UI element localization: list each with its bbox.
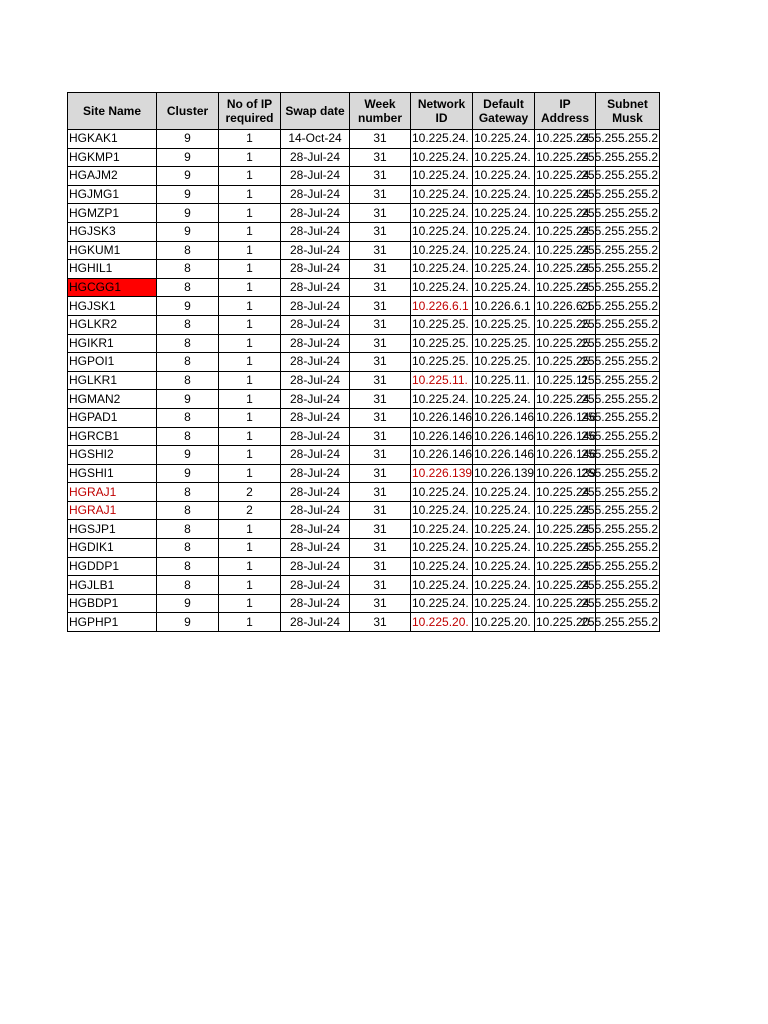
header-subnet-mask[interactable]: Subnet Musk bbox=[596, 93, 660, 130]
cell-default-gateway[interactable]: 10.226.139 bbox=[473, 464, 535, 483]
cell-subnet-mask[interactable]: 255.255.255.2 bbox=[596, 520, 660, 539]
cell-no-of-ip[interactable]: 1 bbox=[219, 576, 281, 595]
cell-default-gateway[interactable]: 10.225.24. bbox=[473, 260, 535, 279]
cell-cluster[interactable]: 9 bbox=[157, 204, 219, 223]
cell-week-number[interactable]: 31 bbox=[350, 222, 411, 241]
cell-network-id[interactable]: 10.225.24. bbox=[411, 390, 473, 409]
cell-swap-date[interactable]: 28-Jul-24 bbox=[281, 613, 350, 632]
cell-default-gateway[interactable]: 10.225.24. bbox=[473, 594, 535, 613]
cell-network-id[interactable]: 10.225.24. bbox=[411, 167, 473, 186]
cell-network-id[interactable]: 10.225.24. bbox=[411, 241, 473, 260]
cell-subnet-mask[interactable]: 255.255.255.2 bbox=[596, 185, 660, 204]
table-body bbox=[68, 130, 660, 632]
cell-subnet-mask[interactable]: 255.255.255.2 bbox=[596, 613, 660, 632]
cell-default-gateway[interactable]: 10.225.24. bbox=[473, 501, 535, 520]
cell-no-of-ip[interactable]: 1 bbox=[219, 427, 281, 446]
cell-default-gateway[interactable]: 10.225.24. bbox=[473, 539, 535, 558]
cell-no-of-ip[interactable]: 1 bbox=[219, 241, 281, 260]
cell-cluster[interactable]: 9 bbox=[157, 613, 219, 632]
cell-week-number[interactable]: 31 bbox=[350, 576, 411, 595]
table-row bbox=[68, 371, 660, 390]
cell-network-id[interactable]: 10.225.24. bbox=[411, 557, 473, 576]
cell-swap-date[interactable]: 28-Jul-24 bbox=[281, 557, 350, 576]
cell-swap-date[interactable]: 28-Jul-24 bbox=[281, 167, 350, 186]
cell-cluster[interactable]: 9 bbox=[157, 297, 219, 316]
header-cluster[interactable]: Cluster bbox=[157, 93, 219, 130]
cell-network-id[interactable]: 10.225.24. bbox=[411, 148, 473, 167]
cell-network-id[interactable]: 10.225.20. bbox=[411, 613, 473, 632]
cell-site-name[interactable]: HGPOI1 bbox=[68, 353, 157, 372]
cell-default-gateway[interactable]: 10.225.24. bbox=[473, 520, 535, 539]
cell-network-id[interactable]: 10.225.24. bbox=[411, 501, 473, 520]
cell-site-name[interactable]: HGMZP1 bbox=[68, 204, 157, 223]
cell-no-of-ip[interactable]: 1 bbox=[219, 446, 281, 465]
cell-no-of-ip[interactable]: 1 bbox=[219, 185, 281, 204]
cell-ip-address[interactable]: 10.225.24. bbox=[535, 390, 596, 409]
table-row bbox=[68, 501, 660, 520]
cell-week-number[interactable]: 31 bbox=[350, 260, 411, 279]
cell-network-id[interactable]: 10.225.24. bbox=[411, 539, 473, 558]
cell-network-id[interactable]: 10.226.6.1 bbox=[411, 297, 473, 316]
cell-subnet-mask[interactable]: 255.255.255.2 bbox=[596, 278, 660, 297]
table-row bbox=[68, 315, 660, 334]
table-row bbox=[68, 520, 660, 539]
ip-allocation-table bbox=[67, 92, 660, 632]
cell-cluster[interactable]: 9 bbox=[157, 148, 219, 167]
cell-no-of-ip[interactable]: 1 bbox=[219, 167, 281, 186]
table-row bbox=[68, 148, 660, 167]
header-week-number[interactable]: Week number bbox=[350, 93, 411, 130]
cell-no-of-ip[interactable]: 1 bbox=[219, 594, 281, 613]
cell-site-name[interactable]: HGKAK1 bbox=[68, 130, 157, 149]
cell-ip-address[interactable]: 10.225.24. bbox=[535, 483, 596, 502]
table-row bbox=[68, 446, 660, 465]
cell-network-id[interactable]: 10.226.146 bbox=[411, 427, 473, 446]
table-row bbox=[68, 130, 660, 149]
cell-default-gateway[interactable]: 10.225.24. bbox=[473, 390, 535, 409]
header-swap-date[interactable]: Swap date bbox=[281, 93, 350, 130]
cell-site-name[interactable]: HGSHI2 bbox=[68, 446, 157, 465]
cell-cluster[interactable]: 8 bbox=[157, 408, 219, 427]
cell-default-gateway[interactable]: 10.225.24. bbox=[473, 148, 535, 167]
cell-cluster[interactable]: 9 bbox=[157, 130, 219, 149]
cell-site-name[interactable]: HGKUM1 bbox=[68, 241, 157, 260]
cell-network-id[interactable]: 10.226.146 bbox=[411, 446, 473, 465]
cell-ip-address[interactable]: 10.225.24. bbox=[535, 576, 596, 595]
table-row bbox=[68, 427, 660, 446]
cell-ip-address[interactable]: 10.225.24. bbox=[535, 278, 596, 297]
header-row bbox=[68, 93, 660, 130]
table-row bbox=[68, 241, 660, 260]
cell-no-of-ip[interactable]: 2 bbox=[219, 501, 281, 520]
cell-no-of-ip[interactable]: 1 bbox=[219, 222, 281, 241]
cell-no-of-ip[interactable]: 1 bbox=[219, 204, 281, 223]
table-row bbox=[68, 464, 660, 483]
cell-subnet-mask[interactable]: 255.255.255.2 bbox=[596, 130, 660, 149]
cell-network-id[interactable]: 10.225.11. bbox=[411, 371, 473, 390]
cell-cluster[interactable]: 8 bbox=[157, 241, 219, 260]
cell-site-name[interactable]: HGDIK1 bbox=[68, 539, 157, 558]
table-row bbox=[68, 576, 660, 595]
cell-default-gateway[interactable]: 10.225.24. bbox=[473, 483, 535, 502]
cell-default-gateway[interactable]: 10.226.146 bbox=[473, 427, 535, 446]
cell-cluster[interactable]: 8 bbox=[157, 483, 219, 502]
cell-ip-address[interactable]: 10.225.25. bbox=[535, 353, 596, 372]
cell-swap-date[interactable]: 28-Jul-24 bbox=[281, 334, 350, 353]
cell-subnet-mask[interactable]: 255.255.255.2 bbox=[596, 594, 660, 613]
cell-week-number[interactable]: 31 bbox=[350, 483, 411, 502]
table-row bbox=[68, 297, 660, 316]
cell-cluster[interactable]: 8 bbox=[157, 557, 219, 576]
cell-swap-date[interactable]: 28-Jul-24 bbox=[281, 520, 350, 539]
cell-network-id[interactable]: 10.225.24. bbox=[411, 185, 473, 204]
cell-swap-date[interactable]: 28-Jul-24 bbox=[281, 576, 350, 595]
cell-subnet-mask[interactable]: 255.255.255.2 bbox=[596, 297, 660, 316]
cell-network-id[interactable]: 10.225.24. bbox=[411, 594, 473, 613]
cell-cluster[interactable]: 8 bbox=[157, 427, 219, 446]
cell-default-gateway[interactable]: 10.225.25. bbox=[473, 315, 535, 334]
cell-no-of-ip[interactable]: 1 bbox=[219, 408, 281, 427]
cell-no-of-ip[interactable]: 2 bbox=[219, 483, 281, 502]
cell-week-number[interactable]: 31 bbox=[350, 464, 411, 483]
cell-subnet-mask[interactable]: 255.255.255.2 bbox=[596, 222, 660, 241]
cell-site-name[interactable]: HGJMG1 bbox=[68, 185, 157, 204]
cell-no-of-ip[interactable]: 1 bbox=[219, 539, 281, 558]
cell-subnet-mask[interactable]: 255.255.255.2 bbox=[596, 241, 660, 260]
cell-ip-address[interactable]: 10.226.146 bbox=[535, 408, 596, 427]
cell-no-of-ip[interactable]: 1 bbox=[219, 371, 281, 390]
cell-swap-date[interactable]: 28-Jul-24 bbox=[281, 446, 350, 465]
cell-subnet-mask[interactable]: 255.255.255.2 bbox=[596, 390, 660, 409]
cell-subnet-mask[interactable]: 255.255.255.2 bbox=[596, 334, 660, 353]
cell-site-name[interactable]: HGRCB1 bbox=[68, 427, 157, 446]
header-default-gateway[interactable]: Default Gateway bbox=[473, 93, 535, 130]
cell-swap-date[interactable]: 28-Jul-24 bbox=[281, 297, 350, 316]
header-ip-address[interactable]: IP Address bbox=[535, 93, 596, 130]
table-row bbox=[68, 278, 660, 297]
cell-swap-date[interactable]: 28-Jul-24 bbox=[281, 353, 350, 372]
cell-network-id[interactable]: 10.225.24. bbox=[411, 260, 473, 279]
cell-network-id[interactable]: 10.225.24. bbox=[411, 130, 473, 149]
cell-site-name[interactable]: HGBDP1 bbox=[68, 594, 157, 613]
cell-network-id[interactable]: 10.225.25. bbox=[411, 334, 473, 353]
cell-site-name[interactable]: HGSJP1 bbox=[68, 520, 157, 539]
cell-cluster[interactable]: 8 bbox=[157, 334, 219, 353]
cell-subnet-mask[interactable]: 255.255.255.2 bbox=[596, 315, 660, 334]
cell-ip-address[interactable]: 10.225.24. bbox=[535, 557, 596, 576]
cell-ip-address[interactable]: 10.225.24. bbox=[535, 204, 596, 223]
cell-no-of-ip[interactable]: 1 bbox=[219, 464, 281, 483]
cell-default-gateway[interactable]: 10.225.24. bbox=[473, 185, 535, 204]
cell-swap-date[interactable]: 28-Jul-24 bbox=[281, 464, 350, 483]
cell-no-of-ip[interactable]: 1 bbox=[219, 260, 281, 279]
cell-site-name[interactable]: HGJLB1 bbox=[68, 576, 157, 595]
cell-week-number[interactable]: 31 bbox=[350, 334, 411, 353]
cell-default-gateway[interactable]: 10.225.25. bbox=[473, 334, 535, 353]
cell-network-id[interactable]: 10.225.25. bbox=[411, 353, 473, 372]
cell-cluster[interactable]: 9 bbox=[157, 222, 219, 241]
cell-site-name[interactable]: HGRAJ1 bbox=[68, 483, 157, 502]
cell-subnet-mask[interactable]: 255.255.255.2 bbox=[596, 576, 660, 595]
cell-cluster[interactable]: 9 bbox=[157, 390, 219, 409]
cell-week-number[interactable]: 31 bbox=[350, 204, 411, 223]
cell-site-name[interactable]: HGCGG1 bbox=[68, 278, 157, 297]
table-row bbox=[68, 167, 660, 186]
cell-site-name[interactable]: HGLKR2 bbox=[68, 315, 157, 334]
cell-ip-address[interactable]: 10.225.24. bbox=[535, 222, 596, 241]
cell-default-gateway[interactable]: 10.225.24. bbox=[473, 241, 535, 260]
cell-subnet-mask[interactable]: 255.255.255.2 bbox=[596, 501, 660, 520]
cell-ip-address[interactable]: 10.226.6.1 bbox=[535, 297, 596, 316]
cell-cluster[interactable]: 8 bbox=[157, 576, 219, 595]
cell-ip-address[interactable]: 10.226.146 bbox=[535, 446, 596, 465]
cell-swap-date[interactable]: 28-Jul-24 bbox=[281, 483, 350, 502]
cell-week-number[interactable]: 31 bbox=[350, 501, 411, 520]
cell-subnet-mask[interactable]: 255.255.255.2 bbox=[596, 353, 660, 372]
cell-cluster[interactable]: 9 bbox=[157, 446, 219, 465]
cell-subnet-mask[interactable]: 255.255.255.2 bbox=[596, 464, 660, 483]
cell-site-name[interactable]: HGKMP1 bbox=[68, 148, 157, 167]
cell-subnet-mask[interactable]: 255.255.255.2 bbox=[596, 408, 660, 427]
table-row bbox=[68, 390, 660, 409]
cell-week-number[interactable]: 31 bbox=[350, 594, 411, 613]
cell-week-number[interactable]: 31 bbox=[350, 539, 411, 558]
cell-ip-address[interactable]: 10.225.25. bbox=[535, 334, 596, 353]
cell-subnet-mask[interactable]: 255.255.255.2 bbox=[596, 427, 660, 446]
cell-ip-address[interactable]: 10.225.24. bbox=[535, 539, 596, 558]
table-row bbox=[68, 185, 660, 204]
cell-swap-date[interactable]: 28-Jul-24 bbox=[281, 427, 350, 446]
cell-week-number[interactable]: 31 bbox=[350, 278, 411, 297]
cell-week-number[interactable]: 31 bbox=[350, 408, 411, 427]
cell-subnet-mask[interactable]: 255.255.255.2 bbox=[596, 148, 660, 167]
table-row bbox=[68, 408, 660, 427]
cell-network-id[interactable]: 10.225.24. bbox=[411, 576, 473, 595]
cell-no-of-ip[interactable]: 1 bbox=[219, 557, 281, 576]
cell-default-gateway[interactable]: 10.226.146 bbox=[473, 446, 535, 465]
cell-ip-address[interactable]: 10.225.20. bbox=[535, 613, 596, 632]
cell-site-name[interactable]: HGJSK3 bbox=[68, 222, 157, 241]
cell-site-name[interactable]: HGHIL1 bbox=[68, 260, 157, 279]
cell-no-of-ip[interactable]: 1 bbox=[219, 297, 281, 316]
cell-network-id[interactable]: 10.225.24. bbox=[411, 204, 473, 223]
cell-no-of-ip[interactable]: 1 bbox=[219, 315, 281, 334]
cell-week-number[interactable]: 31 bbox=[350, 390, 411, 409]
cell-week-number[interactable]: 31 bbox=[350, 371, 411, 390]
cell-swap-date[interactable]: 28-Jul-24 bbox=[281, 260, 350, 279]
cell-subnet-mask[interactable]: 255.255.255.2 bbox=[596, 446, 660, 465]
cell-ip-address[interactable]: 10.225.24. bbox=[535, 241, 596, 260]
cell-site-name[interactable]: HGMAN2 bbox=[68, 390, 157, 409]
cell-swap-date[interactable]: 28-Jul-24 bbox=[281, 408, 350, 427]
cell-default-gateway[interactable]: 10.225.24. bbox=[473, 557, 535, 576]
cell-network-id[interactable]: 10.226.146 bbox=[411, 408, 473, 427]
cell-site-name[interactable]: HGDDP1 bbox=[68, 557, 157, 576]
cell-week-number[interactable]: 31 bbox=[350, 297, 411, 316]
cell-ip-address[interactable]: 10.225.11. bbox=[535, 371, 596, 390]
cell-ip-address[interactable]: 10.225.24. bbox=[535, 594, 596, 613]
cell-subnet-mask[interactable]: 255.255.255.2 bbox=[596, 260, 660, 279]
cell-ip-address[interactable]: 10.225.25. bbox=[535, 315, 596, 334]
cell-swap-date[interactable]: 28-Jul-24 bbox=[281, 539, 350, 558]
cell-swap-date[interactable]: 28-Jul-24 bbox=[281, 185, 350, 204]
cell-swap-date[interactable]: 28-Jul-24 bbox=[281, 222, 350, 241]
cell-ip-address[interactable]: 10.225.24. bbox=[535, 167, 596, 186]
cell-cluster[interactable]: 8 bbox=[157, 539, 219, 558]
cell-no-of-ip[interactable]: 1 bbox=[219, 130, 281, 149]
cell-cluster[interactable]: 9 bbox=[157, 464, 219, 483]
cell-network-id[interactable]: 10.225.24. bbox=[411, 278, 473, 297]
cell-no-of-ip[interactable]: 1 bbox=[219, 390, 281, 409]
cell-site-name[interactable]: HGAJM2 bbox=[68, 167, 157, 186]
cell-swap-date[interactable]: 28-Jul-24 bbox=[281, 501, 350, 520]
cell-cluster[interactable]: 8 bbox=[157, 371, 219, 390]
table-row bbox=[68, 334, 660, 353]
cell-cluster[interactable]: 9 bbox=[157, 185, 219, 204]
cell-swap-date[interactable]: 28-Jul-24 bbox=[281, 148, 350, 167]
cell-week-number[interactable]: 31 bbox=[350, 130, 411, 149]
cell-cluster[interactable]: 8 bbox=[157, 260, 219, 279]
cell-default-gateway[interactable]: 10.225.24. bbox=[473, 130, 535, 149]
cell-swap-date[interactable]: 28-Jul-24 bbox=[281, 278, 350, 297]
header-no-of-ip[interactable]: No of IP required bbox=[219, 93, 281, 130]
table-row bbox=[68, 557, 660, 576]
cell-swap-date[interactable]: 28-Jul-24 bbox=[281, 204, 350, 223]
cell-cluster[interactable]: 8 bbox=[157, 278, 219, 297]
cell-swap-date[interactable]: 14-Oct-24 bbox=[281, 130, 350, 149]
cell-site-name[interactable]: HGJSK1 bbox=[68, 297, 157, 316]
cell-ip-address[interactable]: 10.226.139 bbox=[535, 464, 596, 483]
cell-week-number[interactable]: 31 bbox=[350, 427, 411, 446]
cell-cluster[interactable]: 8 bbox=[157, 353, 219, 372]
cell-default-gateway[interactable]: 10.225.24. bbox=[473, 204, 535, 223]
cell-ip-address[interactable]: 10.226.146 bbox=[535, 427, 596, 446]
cell-subnet-mask[interactable]: 255.255.255.2 bbox=[596, 557, 660, 576]
cell-site-name[interactable]: HGRAJ1 bbox=[68, 501, 157, 520]
cell-week-number[interactable]: 31 bbox=[350, 241, 411, 260]
cell-swap-date[interactable]: 28-Jul-24 bbox=[281, 594, 350, 613]
table-row bbox=[68, 204, 660, 223]
cell-week-number[interactable]: 31 bbox=[350, 167, 411, 186]
cell-week-number[interactable]: 31 bbox=[350, 185, 411, 204]
cell-default-gateway[interactable]: 10.226.6.1 bbox=[473, 297, 535, 316]
cell-subnet-mask[interactable]: 255.255.255.2 bbox=[596, 483, 660, 502]
spreadsheet-area bbox=[67, 92, 660, 632]
cell-default-gateway[interactable]: 10.225.11. bbox=[473, 371, 535, 390]
cell-site-name[interactable]: HGSHI1 bbox=[68, 464, 157, 483]
cell-default-gateway[interactable]: 10.226.146 bbox=[473, 408, 535, 427]
table-row bbox=[68, 222, 660, 241]
cell-subnet-mask[interactable]: 255.255.255.2 bbox=[596, 167, 660, 186]
cell-swap-date[interactable]: 28-Jul-24 bbox=[281, 241, 350, 260]
header-site-name[interactable]: Site Name bbox=[68, 93, 157, 130]
cell-subnet-mask[interactable]: 255.255.255.2 bbox=[596, 539, 660, 558]
cell-ip-address[interactable]: 10.225.24. bbox=[535, 501, 596, 520]
cell-default-gateway[interactable]: 10.225.20. bbox=[473, 613, 535, 632]
cell-network-id[interactable]: 10.225.24. bbox=[411, 222, 473, 241]
cell-ip-address[interactable]: 10.225.24. bbox=[535, 260, 596, 279]
cell-site-name[interactable]: HGIKR1 bbox=[68, 334, 157, 353]
cell-swap-date[interactable]: 28-Jul-24 bbox=[281, 315, 350, 334]
cell-week-number[interactable]: 31 bbox=[350, 353, 411, 372]
cell-default-gateway[interactable]: 10.225.24. bbox=[473, 167, 535, 186]
cell-week-number[interactable]: 31 bbox=[350, 315, 411, 334]
cell-no-of-ip[interactable]: 1 bbox=[219, 278, 281, 297]
cell-week-number[interactable]: 31 bbox=[350, 613, 411, 632]
table-row bbox=[68, 594, 660, 613]
cell-ip-address[interactable]: 10.225.24. bbox=[535, 148, 596, 167]
cell-cluster[interactable]: 8 bbox=[157, 315, 219, 334]
table-row bbox=[68, 353, 660, 372]
cell-no-of-ip[interactable]: 1 bbox=[219, 334, 281, 353]
cell-no-of-ip[interactable]: 1 bbox=[219, 520, 281, 539]
cell-default-gateway[interactable]: 10.225.25. bbox=[473, 353, 535, 372]
cell-site-name[interactable]: HGPAD1 bbox=[68, 408, 157, 427]
table-row bbox=[68, 260, 660, 279]
cell-week-number[interactable]: 31 bbox=[350, 148, 411, 167]
cell-ip-address[interactable]: 10.225.24. bbox=[535, 130, 596, 149]
cell-default-gateway[interactable]: 10.225.24. bbox=[473, 222, 535, 241]
cell-network-id[interactable]: 10.225.24. bbox=[411, 483, 473, 502]
cell-network-id[interactable]: 10.226.139 bbox=[411, 464, 473, 483]
cell-subnet-mask[interactable]: 255.255.255.2 bbox=[596, 204, 660, 223]
cell-swap-date[interactable]: 28-Jul-24 bbox=[281, 390, 350, 409]
cell-site-name[interactable]: HGPHP1 bbox=[68, 613, 157, 632]
cell-week-number[interactable]: 31 bbox=[350, 446, 411, 465]
cell-no-of-ip[interactable]: 1 bbox=[219, 353, 281, 372]
cell-ip-address[interactable]: 10.225.24. bbox=[535, 185, 596, 204]
table-row bbox=[68, 539, 660, 558]
cell-swap-date[interactable]: 28-Jul-24 bbox=[281, 371, 350, 390]
cell-site-name[interactable]: HGLKR1 bbox=[68, 371, 157, 390]
cell-network-id[interactable]: 10.225.24. bbox=[411, 520, 473, 539]
cell-week-number[interactable]: 31 bbox=[350, 557, 411, 576]
cell-network-id[interactable]: 10.225.25. bbox=[411, 315, 473, 334]
cell-cluster[interactable]: 9 bbox=[157, 594, 219, 613]
cell-default-gateway[interactable]: 10.225.24. bbox=[473, 278, 535, 297]
cell-week-number[interactable]: 31 bbox=[350, 520, 411, 539]
header-network-id[interactable]: Network ID bbox=[411, 93, 473, 130]
table-row bbox=[68, 483, 660, 502]
cell-cluster[interactable]: 9 bbox=[157, 167, 219, 186]
cell-no-of-ip[interactable]: 1 bbox=[219, 148, 281, 167]
table-row bbox=[68, 613, 660, 632]
cell-cluster[interactable]: 8 bbox=[157, 501, 219, 520]
cell-default-gateway[interactable]: 10.225.24. bbox=[473, 576, 535, 595]
cell-subnet-mask[interactable]: 255.255.255.2 bbox=[596, 371, 660, 390]
cell-no-of-ip[interactable]: 1 bbox=[219, 613, 281, 632]
cell-cluster[interactable]: 8 bbox=[157, 520, 219, 539]
cell-ip-address[interactable]: 10.225.24. bbox=[535, 520, 596, 539]
